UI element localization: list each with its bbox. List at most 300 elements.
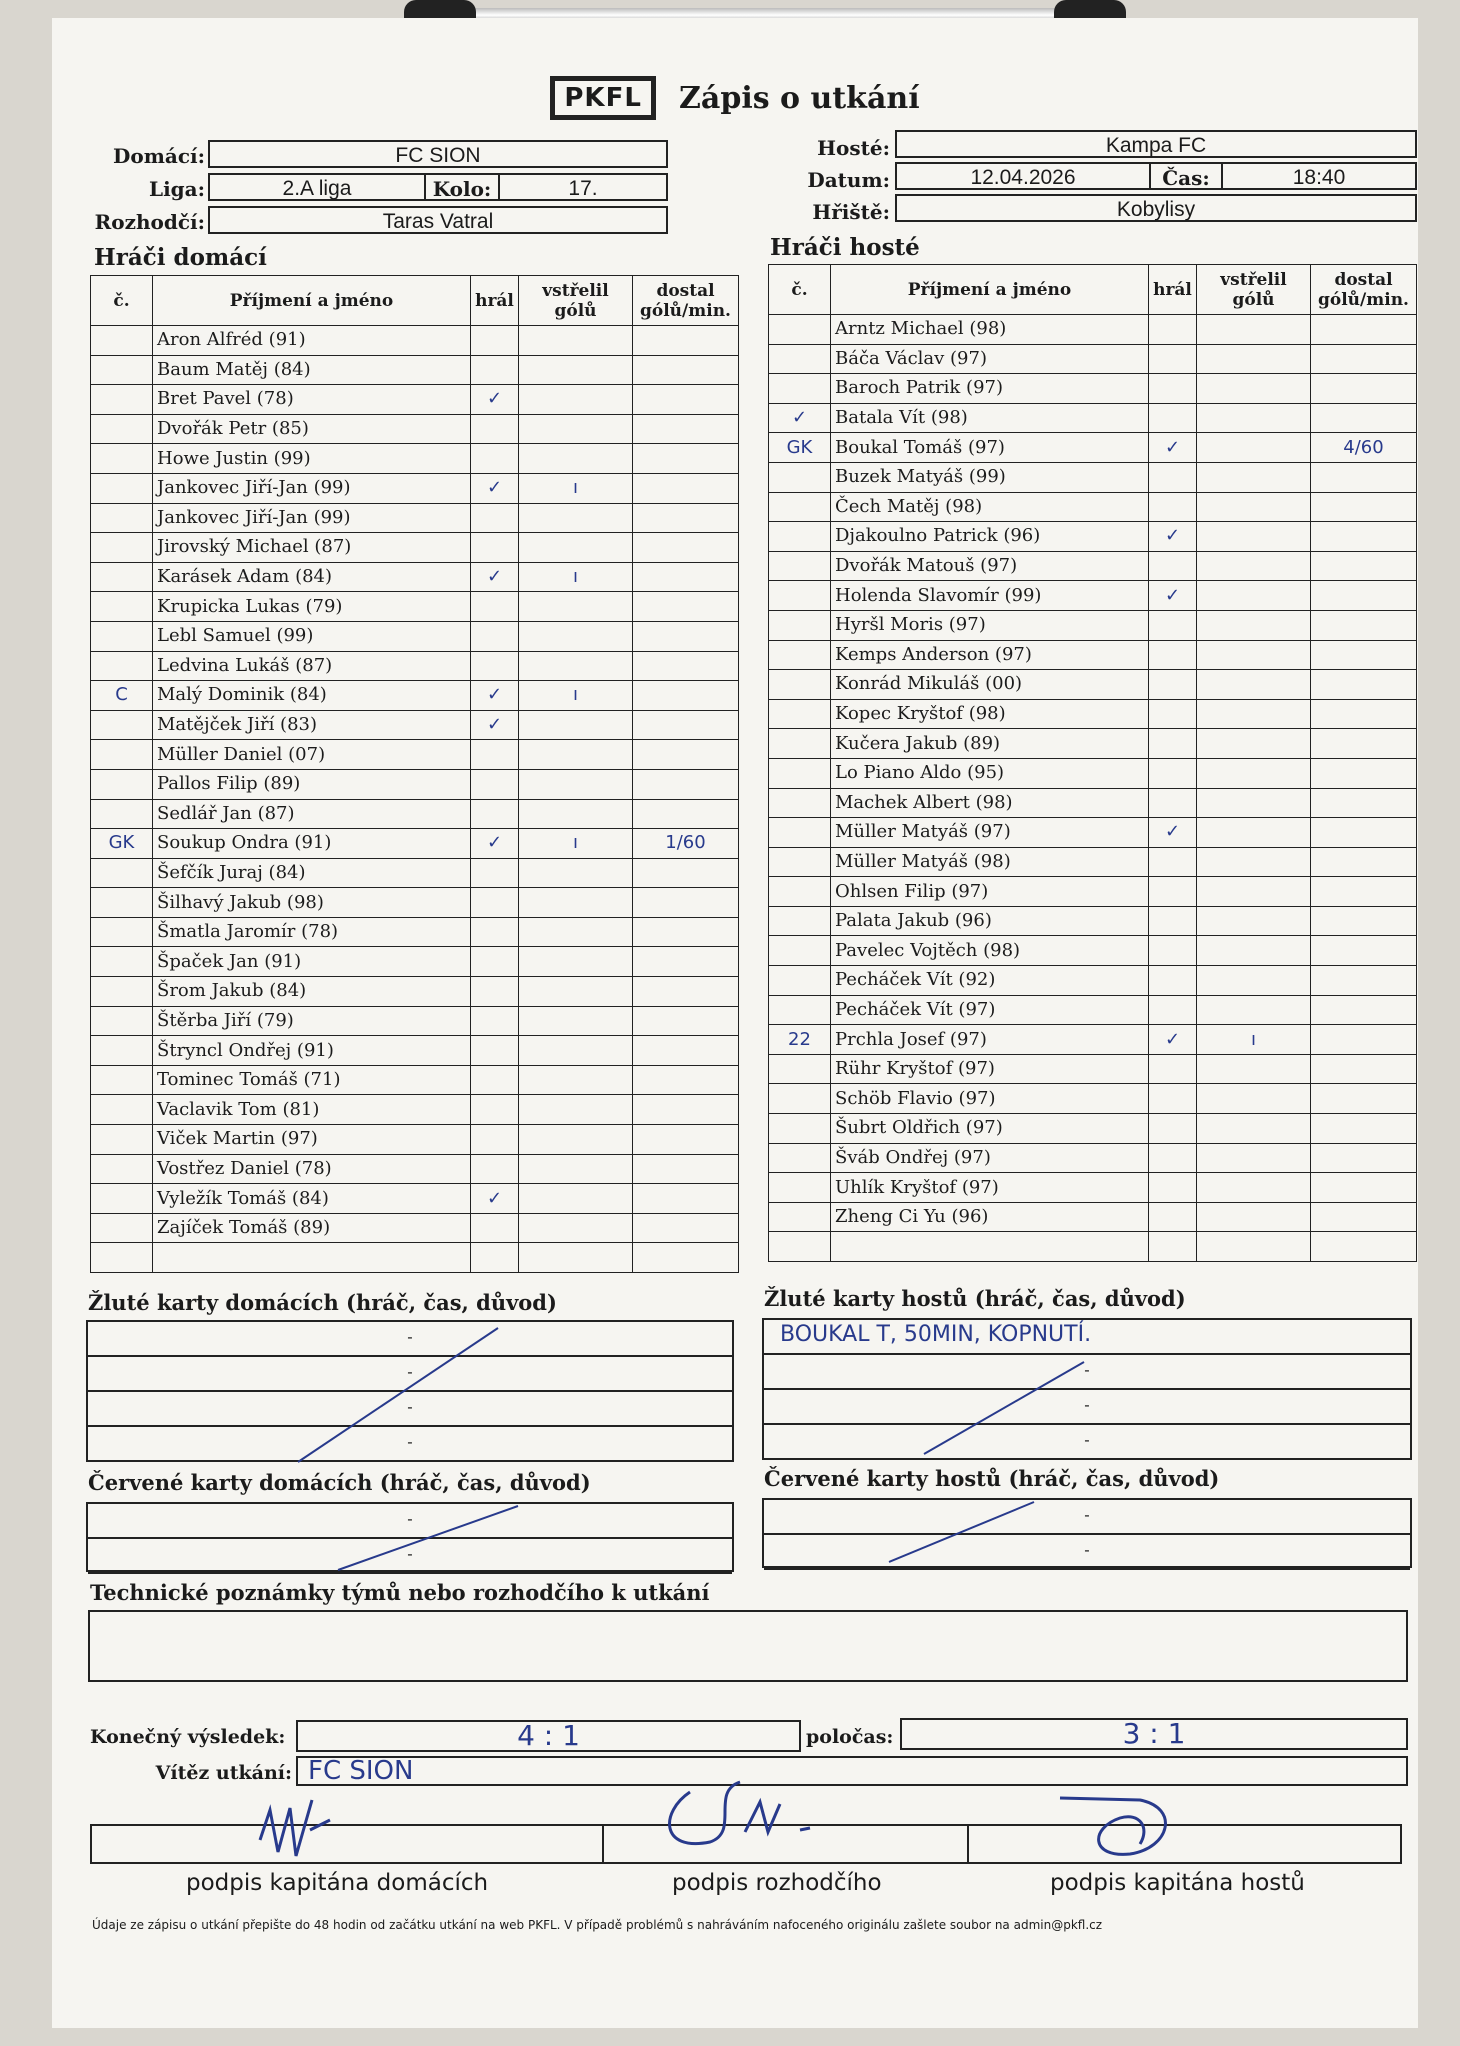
goals-conceded — [1311, 966, 1417, 996]
played-mark — [1149, 729, 1197, 759]
goals-conceded — [1311, 936, 1417, 966]
goals-conceded — [633, 858, 739, 888]
player-row — [91, 473, 739, 503]
played-mark — [471, 888, 519, 918]
player-number — [91, 1184, 153, 1214]
played-mark — [1149, 788, 1197, 818]
player-name: Pavelec Vojtěch (98) — [831, 936, 1149, 966]
referee-signature-label: podpis rozhodčího — [672, 1870, 882, 1896]
goals-scored — [1197, 1173, 1311, 1203]
strike-line — [764, 1320, 1414, 1462]
card-row: - — [764, 1390, 1410, 1425]
player-number — [91, 769, 153, 799]
player-row — [91, 651, 739, 681]
player-name: Konrád Mikuláš (00) — [831, 670, 1149, 700]
played-mark: ✓ — [1149, 581, 1197, 611]
player-number: GK — [91, 829, 153, 859]
player-row — [769, 610, 1417, 640]
played-mark — [1149, 1173, 1197, 1203]
sheet-header — [52, 76, 1418, 120]
away-players-heading: Hráči hosté — [770, 234, 920, 261]
player-row — [91, 1243, 739, 1273]
played-mark — [1149, 1143, 1197, 1173]
player-name: Müller Matyáš (98) — [831, 847, 1149, 877]
player-name: Baum Matěj (84) — [153, 355, 471, 385]
goals-scored: ı — [519, 562, 633, 592]
player-name: Schöb Flavio (97) — [831, 1084, 1149, 1114]
player-name: Vyležík Tomáš (84) — [153, 1184, 471, 1214]
player-name: Baroch Patrik (97) — [831, 374, 1149, 404]
goals-conceded — [633, 1065, 739, 1095]
player-name: Dvořák Matouš (97) — [831, 551, 1149, 581]
col-played: hrál — [471, 276, 519, 326]
player-row — [91, 769, 739, 799]
player-number — [91, 1065, 153, 1095]
player-row — [91, 858, 739, 888]
goals-scored — [1197, 995, 1311, 1025]
goals-scored — [519, 1065, 633, 1095]
player-row — [769, 788, 1417, 818]
player-row — [91, 1154, 739, 1184]
played-mark — [1149, 640, 1197, 670]
player-row — [769, 403, 1417, 433]
goals-scored — [1197, 581, 1311, 611]
player-row — [91, 947, 739, 977]
player-number — [91, 621, 153, 651]
player-row — [769, 729, 1417, 759]
player-row — [91, 444, 739, 474]
player-number — [91, 592, 153, 622]
player-number — [91, 710, 153, 740]
col-no: č. — [769, 265, 831, 315]
played-mark — [1149, 670, 1197, 700]
goals-conceded — [1311, 995, 1417, 1025]
goals-conceded — [633, 533, 739, 563]
played-mark — [471, 917, 519, 947]
goals-scored — [519, 858, 633, 888]
pitch-field: Kobylisy — [895, 194, 1417, 222]
player-row — [91, 681, 739, 711]
player-name: Holenda Slavomír (99) — [831, 581, 1149, 611]
goals-conceded — [1311, 1143, 1417, 1173]
goals-conceded — [633, 444, 739, 474]
player-name: Tominec Tomáš (71) — [153, 1065, 471, 1095]
player-number — [769, 699, 831, 729]
player-name: Matějček Jiří (83) — [153, 710, 471, 740]
player-row — [769, 906, 1417, 936]
goals-scored — [1197, 936, 1311, 966]
away-captain-signature — [1050, 1788, 1190, 1868]
player-row — [769, 995, 1417, 1025]
player-name: Lo Piano Aldo (95) — [831, 758, 1149, 788]
player-row — [91, 977, 739, 1007]
player-number — [769, 374, 831, 404]
goals-conceded — [633, 1125, 739, 1155]
player-number — [91, 799, 153, 829]
player-name: Buzek Matyáš (99) — [831, 462, 1149, 492]
player-number — [91, 562, 153, 592]
player-number — [769, 492, 831, 522]
player-number — [91, 1125, 153, 1155]
goals-conceded — [633, 326, 739, 356]
home-captain-signature — [250, 1790, 340, 1870]
goals-scored: ı — [519, 829, 633, 859]
goals-scored — [519, 1095, 633, 1125]
goals-scored — [1197, 670, 1311, 700]
player-name: Jirovský Michael (87) — [153, 533, 471, 563]
goals-conceded — [633, 710, 739, 740]
goals-conceded — [1311, 1173, 1417, 1203]
player-name: Bret Pavel (78) — [153, 385, 471, 415]
player-name: Palata Jakub (96) — [831, 906, 1149, 936]
player-name: Sedlář Jan (87) — [153, 799, 471, 829]
player-name: Djakoulno Patrick (96) — [831, 522, 1149, 552]
player-number — [91, 1243, 153, 1273]
card-row: - — [764, 1355, 1410, 1390]
player-row — [91, 740, 739, 770]
goals-scored — [1197, 374, 1311, 404]
goals-scored — [519, 947, 633, 977]
technical-notes-label: Technické poznámky týmů nebo rozhodčího k utkání — [90, 1580, 710, 1605]
goals-conceded — [633, 385, 739, 415]
half-time-field — [900, 1718, 1408, 1750]
player-number — [769, 788, 831, 818]
played-mark — [1149, 344, 1197, 374]
player-number — [769, 551, 831, 581]
goals-scored — [519, 621, 633, 651]
goals-scored — [1197, 966, 1311, 996]
goals-scored — [1197, 1202, 1311, 1232]
goals-conceded — [633, 621, 739, 651]
goals-conceded — [1311, 758, 1417, 788]
player-name: Šubrt Oldřich (97) — [831, 1114, 1149, 1144]
played-mark — [1149, 315, 1197, 345]
winner-field — [296, 1756, 1408, 1786]
goals-scored — [519, 1154, 633, 1184]
player-name: Prchla Josef (97) — [831, 1025, 1149, 1055]
goals-conceded — [1311, 699, 1417, 729]
player-number — [91, 917, 153, 947]
player-row — [769, 699, 1417, 729]
played-mark — [1149, 403, 1197, 433]
player-number — [769, 758, 831, 788]
player-name: Čech Matěj (98) — [831, 492, 1149, 522]
played-mark — [1149, 492, 1197, 522]
card-row: BOUKAL T, 50MIN, KOPNUTÍ. — [764, 1320, 1410, 1355]
played-mark — [1149, 462, 1197, 492]
goals-scored — [1197, 1232, 1311, 1262]
goals-conceded — [633, 651, 739, 681]
player-number — [769, 344, 831, 374]
played-mark — [471, 1095, 519, 1125]
player-row — [91, 1184, 739, 1214]
goals-conceded — [1311, 818, 1417, 848]
col-conceded: dostal gólů/min. — [1311, 265, 1417, 315]
winner-label: Vítěz utkání: — [155, 1762, 292, 1784]
player-number — [91, 385, 153, 415]
player-name: Kučera Jakub (89) — [831, 729, 1149, 759]
card-row: - — [764, 1535, 1410, 1570]
player-name: Vostřez Daniel (78) — [153, 1154, 471, 1184]
player-name: Howe Justin (99) — [153, 444, 471, 474]
time-field: 18:40 — [1221, 162, 1417, 190]
player-name: Karásek Adam (84) — [153, 562, 471, 592]
home-red-cards-box — [86, 1502, 734, 1572]
goals-conceded — [633, 947, 739, 977]
col-scored: vstřelil gólů — [519, 276, 633, 326]
player-row — [769, 433, 1417, 463]
player-number — [769, 1143, 831, 1173]
goals-scored — [1197, 877, 1311, 907]
played-mark: ✓ — [471, 1184, 519, 1214]
goals-conceded — [1311, 906, 1417, 936]
goals-scored — [519, 710, 633, 740]
played-mark — [471, 1065, 519, 1095]
goals-conceded — [633, 769, 739, 799]
footer-note: Údaje ze zápisu o utkání přepište do 48 hodin od začátku utkání na web PKFL. V případě problémů s nahráváním nafoceného originálu zašlete soubor na admin@pkfl.cz — [92, 1918, 1103, 1932]
player-number — [91, 414, 153, 444]
card-row: - — [88, 1539, 732, 1574]
played-mark — [471, 355, 519, 385]
strike-line — [88, 1504, 736, 1574]
played-mark: ✓ — [1149, 818, 1197, 848]
goals-scored — [519, 444, 633, 474]
player-number — [769, 522, 831, 552]
player-name — [153, 1243, 471, 1273]
player-number: ✓ — [769, 403, 831, 433]
goals-conceded — [1311, 551, 1417, 581]
goals-conceded — [1311, 610, 1417, 640]
player-number — [91, 740, 153, 770]
player-row — [769, 1054, 1417, 1084]
final-score-field — [296, 1720, 801, 1752]
goals-conceded — [1311, 729, 1417, 759]
date-field: 12.04.2026 — [895, 162, 1151, 190]
player-number — [769, 1202, 831, 1232]
goals-scored — [519, 1036, 633, 1066]
goals-conceded — [1311, 1202, 1417, 1232]
col-name: Příjmení a jméno — [831, 265, 1149, 315]
player-row — [769, 462, 1417, 492]
player-name: Müller Matyáš (97) — [831, 818, 1149, 848]
referee-label: Rozhodčí: — [94, 210, 205, 234]
goals-conceded — [633, 740, 739, 770]
goals-scored — [1197, 640, 1311, 670]
goals-scored — [1197, 315, 1311, 345]
away-captain-signature-label: podpis kapitána hostů — [1050, 1870, 1305, 1896]
goals-scored — [1197, 1143, 1311, 1173]
league-label: Liga: — [149, 177, 205, 201]
player-row — [91, 621, 739, 651]
player-number — [769, 1054, 831, 1084]
home-yellow-cards-label: Žluté karty domácích (hráč, čas, důvod) — [88, 1290, 557, 1315]
player-number — [769, 1173, 831, 1203]
player-row — [769, 877, 1417, 907]
player-row — [91, 503, 739, 533]
goals-scored — [1197, 1054, 1311, 1084]
goals-scored — [1197, 522, 1311, 552]
player-number — [769, 729, 831, 759]
player-row — [769, 936, 1417, 966]
goals-scored — [519, 385, 633, 415]
player-row — [91, 1036, 739, 1066]
col-name: Příjmení a jméno — [153, 276, 471, 326]
player-row — [91, 1095, 739, 1125]
goals-scored — [1197, 847, 1311, 877]
played-mark — [1149, 966, 1197, 996]
goals-conceded — [1311, 344, 1417, 374]
home-red-cards-label: Červené karty domácích (hráč, čas, důvod) — [88, 1470, 591, 1495]
goals-conceded — [1311, 847, 1417, 877]
goals-conceded — [1311, 1084, 1417, 1114]
player-row — [769, 315, 1417, 345]
goals-conceded — [1311, 315, 1417, 345]
played-mark — [1149, 1232, 1197, 1262]
card-row: - — [88, 1322, 732, 1357]
goals-scored: ı — [519, 681, 633, 711]
played-mark — [471, 444, 519, 474]
played-mark — [1149, 1054, 1197, 1084]
played-mark — [471, 1036, 519, 1066]
played-mark — [1149, 1114, 1197, 1144]
player-row — [769, 966, 1417, 996]
player-row — [769, 1114, 1417, 1144]
player-row — [91, 592, 739, 622]
played-mark — [471, 769, 519, 799]
player-name: Šváb Ondřej (97) — [831, 1143, 1149, 1173]
played-mark: ✓ — [1149, 522, 1197, 552]
played-mark — [1149, 936, 1197, 966]
date-label: Datum: — [807, 168, 890, 192]
goals-scored — [519, 533, 633, 563]
goals-conceded — [633, 1154, 739, 1184]
league-field: 2.A liga — [208, 173, 426, 201]
player-row — [769, 1232, 1417, 1262]
goals-scored — [1197, 344, 1311, 374]
player-name: Štěrba Jiří (79) — [153, 1006, 471, 1036]
player-name: Soukup Ondra (91) — [153, 829, 471, 859]
card-row: - — [88, 1392, 732, 1427]
played-mark — [1149, 758, 1197, 788]
goals-conceded — [1311, 492, 1417, 522]
goals-conceded: 1/60 — [633, 829, 739, 859]
player-number — [769, 966, 831, 996]
player-row — [91, 1006, 739, 1036]
player-name: Jankovec Jiří-Jan (99) — [153, 503, 471, 533]
played-mark — [471, 740, 519, 770]
goals-scored — [519, 1125, 633, 1155]
player-number — [91, 473, 153, 503]
player-name: Kemps Anderson (97) — [831, 640, 1149, 670]
player-name: Špaček Jan (91) — [153, 947, 471, 977]
goals-scored — [1197, 788, 1311, 818]
player-row — [769, 522, 1417, 552]
played-mark — [471, 326, 519, 356]
player-row — [769, 1202, 1417, 1232]
played-mark — [471, 651, 519, 681]
player-name: Batala Vít (98) — [831, 403, 1149, 433]
player-name: Pecháček Vít (92) — [831, 966, 1149, 996]
goals-conceded — [1311, 581, 1417, 611]
player-row — [769, 1173, 1417, 1203]
player-name: Šrom Jakub (84) — [153, 977, 471, 1007]
player-row — [91, 710, 739, 740]
pkfl-logo: PKFL — [550, 76, 656, 120]
player-name: Lebl Samuel (99) — [153, 621, 471, 651]
player-row — [769, 1143, 1417, 1173]
player-row — [91, 1213, 739, 1243]
goals-conceded — [633, 1243, 739, 1273]
half-time-value: 3 : 1 — [1122, 1717, 1186, 1750]
played-mark — [471, 799, 519, 829]
away-roster-table — [768, 264, 1417, 1262]
page-title: Zápis o utkání — [679, 80, 920, 116]
player-row — [91, 829, 739, 859]
player-row — [769, 374, 1417, 404]
player-row — [769, 551, 1417, 581]
player-row — [769, 492, 1417, 522]
goals-scored — [1197, 729, 1311, 759]
played-mark — [471, 1243, 519, 1273]
away-label: Hosté: — [817, 136, 890, 160]
player-row — [91, 326, 739, 356]
player-number — [769, 818, 831, 848]
player-number — [91, 1095, 153, 1125]
goals-conceded — [1311, 640, 1417, 670]
col-conceded: dostal gólů/min. — [633, 276, 739, 326]
player-row — [91, 1125, 739, 1155]
goals-conceded — [1311, 1114, 1417, 1144]
player-number — [91, 1154, 153, 1184]
technical-notes-box — [88, 1610, 1408, 1682]
player-name: Kopec Kryštof (98) — [831, 699, 1149, 729]
player-number — [91, 355, 153, 385]
home-team-field: FC SION — [208, 140, 668, 168]
player-row — [769, 344, 1417, 374]
round-field: 17. — [498, 173, 668, 201]
away-yellow-cards-box — [762, 1318, 1412, 1460]
home-yellow-cards-box — [86, 1320, 734, 1462]
player-number — [769, 877, 831, 907]
player-number — [91, 533, 153, 563]
played-mark: ✓ — [471, 385, 519, 415]
player-row — [769, 581, 1417, 611]
card-row: - — [764, 1425, 1410, 1460]
final-score-value: 4 : 1 — [517, 1719, 580, 1752]
played-mark — [1149, 699, 1197, 729]
player-number — [91, 888, 153, 918]
player-name: Aron Alfréd (91) — [153, 326, 471, 356]
player-number — [769, 936, 831, 966]
player-name: Krupicka Lukas (79) — [153, 592, 471, 622]
player-number — [769, 847, 831, 877]
goals-conceded — [633, 1213, 739, 1243]
goals-conceded — [1311, 522, 1417, 552]
goals-scored — [519, 1243, 633, 1273]
played-mark: ✓ — [1149, 1025, 1197, 1055]
col-no: č. — [91, 276, 153, 326]
goals-conceded — [633, 799, 739, 829]
player-row — [769, 670, 1417, 700]
goals-conceded — [633, 503, 739, 533]
played-mark: ✓ — [471, 562, 519, 592]
played-mark — [1149, 877, 1197, 907]
goals-conceded — [1311, 1025, 1417, 1055]
card-row: - — [88, 1427, 732, 1462]
player-number — [91, 444, 153, 474]
player-row — [91, 888, 739, 918]
player-name: Ledvina Lukáš (87) — [153, 651, 471, 681]
